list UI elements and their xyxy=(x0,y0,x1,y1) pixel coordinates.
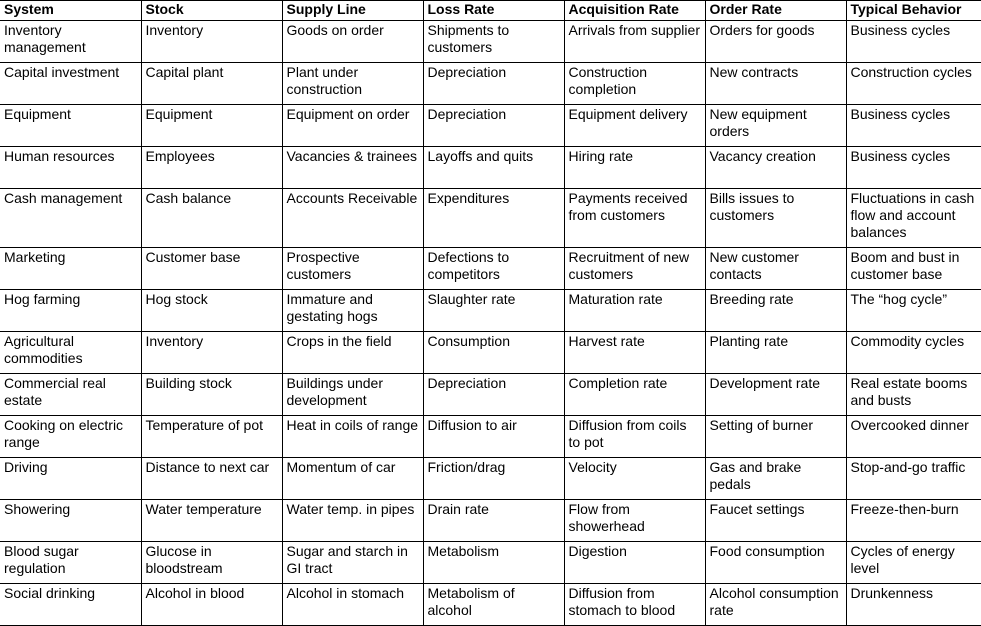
table-row xyxy=(0,105,981,147)
table-cell: Human resources xyxy=(0,147,141,189)
table-cell: Prospective customers xyxy=(282,248,423,290)
table-cell: Metabolism xyxy=(423,542,564,584)
table-row xyxy=(0,248,981,290)
table-cell: Crops in the field xyxy=(282,332,423,374)
table-cell: New equipment orders xyxy=(705,105,846,147)
table-cell: Social drinking xyxy=(0,584,141,626)
table-cell: Temperature of pot xyxy=(141,416,282,458)
table-row xyxy=(0,290,981,332)
table-cell: The “hog cycle” xyxy=(846,290,981,332)
table-cell: Real estate booms and busts xyxy=(846,374,981,416)
table-cell: Development rate xyxy=(705,374,846,416)
table-cell: Stop-and-go traffic xyxy=(846,458,981,500)
table-cell: Showering xyxy=(0,500,141,542)
header-row xyxy=(0,1,981,21)
table-cell: Diffusion to air xyxy=(423,416,564,458)
table-row xyxy=(0,458,981,500)
table-row xyxy=(0,374,981,416)
table-cell: Plant under construction xyxy=(282,63,423,105)
table-cell: Building stock xyxy=(141,374,282,416)
table-cell: Maturation rate xyxy=(564,290,705,332)
header-acquisition-rate: Acquisition Rate xyxy=(564,1,705,21)
table-cell: Food consumption xyxy=(705,542,846,584)
table-cell: Velocity xyxy=(564,458,705,500)
table-cell: Heat in coils of range xyxy=(282,416,423,458)
table-row xyxy=(0,332,981,374)
table-cell: Cash balance xyxy=(141,189,282,248)
table-cell: Setting of burner xyxy=(705,416,846,458)
table-cell: Momentum of car xyxy=(282,458,423,500)
table-row xyxy=(0,189,981,248)
table-cell: Digestion xyxy=(564,542,705,584)
table-cell: Capital investment xyxy=(0,63,141,105)
table-cell: Alcohol in blood xyxy=(141,584,282,626)
table-cell: Vacancy creation xyxy=(705,147,846,189)
table-cell: Glucose in bloodstream xyxy=(141,542,282,584)
table-cell: Recruitment of new customers xyxy=(564,248,705,290)
table-row xyxy=(0,21,981,63)
table-cell: Business cycles xyxy=(846,147,981,189)
table-cell: Cooking on electric range xyxy=(0,416,141,458)
header-typical-behavior: Typical Behavior xyxy=(846,1,981,21)
table-cell: Slaughter rate xyxy=(423,290,564,332)
header-loss-rate: Loss Rate xyxy=(423,1,564,21)
table-cell: Flow from showerhead xyxy=(564,500,705,542)
table-cell: Construction cycles xyxy=(846,63,981,105)
table-cell: Payments received from customers xyxy=(564,189,705,248)
table-cell: Defections to competitors xyxy=(423,248,564,290)
table-body xyxy=(0,21,981,626)
table-cell: Faucet settings xyxy=(705,500,846,542)
table-cell: Diffusion from stomach to blood xyxy=(564,584,705,626)
table-cell: Gas and brake pedals xyxy=(705,458,846,500)
table-cell: Equipment on order xyxy=(282,105,423,147)
table-cell: Freeze-then-burn xyxy=(846,500,981,542)
table-cell: Inventory xyxy=(141,21,282,63)
table-cell: Boom and bust in customer base xyxy=(846,248,981,290)
table-cell: Depreciation xyxy=(423,374,564,416)
table-cell: Blood sugar regulation xyxy=(0,542,141,584)
table-cell: Equipment xyxy=(141,105,282,147)
table-cell: Breeding rate xyxy=(705,290,846,332)
table-cell: Marketing xyxy=(0,248,141,290)
table-cell: Inventory management xyxy=(0,21,141,63)
table-cell: Harvest rate xyxy=(564,332,705,374)
table-cell: New customer contacts xyxy=(705,248,846,290)
table-cell: Completion rate xyxy=(564,374,705,416)
table-cell: Agricultural commodities xyxy=(0,332,141,374)
table-row xyxy=(0,147,981,189)
table-row xyxy=(0,584,981,626)
header-supply-line: Supply Line xyxy=(282,1,423,21)
table-cell: Arrivals from supplier xyxy=(564,21,705,63)
table-cell: Commodity cycles xyxy=(846,332,981,374)
table-cell: Buildings under development xyxy=(282,374,423,416)
table-cell: Capital plant xyxy=(141,63,282,105)
table-cell: Hog farming xyxy=(0,290,141,332)
table-cell: Layoffs and quits xyxy=(423,147,564,189)
table-cell: Drain rate xyxy=(423,500,564,542)
table-cell: New contracts xyxy=(705,63,846,105)
table-cell: Construction completion xyxy=(564,63,705,105)
table-cell: Commercial real estate xyxy=(0,374,141,416)
table-cell: Business cycles xyxy=(846,105,981,147)
table-cell: Inventory xyxy=(141,332,282,374)
table-cell: Consumption xyxy=(423,332,564,374)
header-system: System xyxy=(0,1,141,21)
table-cell: Employees xyxy=(141,147,282,189)
table-cell: Distance to next car xyxy=(141,458,282,500)
table-cell: Hog stock xyxy=(141,290,282,332)
table-cell: Customer base xyxy=(141,248,282,290)
table-cell: Hiring rate xyxy=(564,147,705,189)
table-cell: Orders for goods xyxy=(705,21,846,63)
table-cell: Fluctuations in cash flow and account balances xyxy=(846,189,981,248)
table-cell: Cash management xyxy=(0,189,141,248)
table-cell: Drunkenness xyxy=(846,584,981,626)
table-cell: Goods on order xyxy=(282,21,423,63)
table-cell: Equipment delivery xyxy=(564,105,705,147)
table-cell: Bills issues to customers xyxy=(705,189,846,248)
table-cell: Water temp. in pipes xyxy=(282,500,423,542)
table-row xyxy=(0,63,981,105)
table-cell: Expenditures xyxy=(423,189,564,248)
table-cell: Equipment xyxy=(0,105,141,147)
table-cell: Metabolism of alcohol xyxy=(423,584,564,626)
table-row xyxy=(0,416,981,458)
table-row xyxy=(0,500,981,542)
table-cell: Cycles of energy level xyxy=(846,542,981,584)
table-cell: Vacancies & trainees xyxy=(282,147,423,189)
table-cell: Immature and gestating hogs xyxy=(282,290,423,332)
table-cell: Overcooked dinner xyxy=(846,416,981,458)
table-cell: Depreciation xyxy=(423,105,564,147)
table-cell: Shipments to customers xyxy=(423,21,564,63)
table-cell: Alcohol consumption rate xyxy=(705,584,846,626)
table-header xyxy=(0,1,981,21)
table-cell: Friction/drag xyxy=(423,458,564,500)
table-cell: Water temperature xyxy=(141,500,282,542)
table-cell: Diffusion from coils to pot xyxy=(564,416,705,458)
table-cell: Driving xyxy=(0,458,141,500)
header-order-rate: Order Rate xyxy=(705,1,846,21)
table-cell: Depreciation xyxy=(423,63,564,105)
header-stock: Stock xyxy=(141,1,282,21)
table-cell: Accounts Receivable xyxy=(282,189,423,248)
table-cell: Sugar and starch in GI tract xyxy=(282,542,423,584)
table-cell: Business cycles xyxy=(846,21,981,63)
table-cell: Planting rate xyxy=(705,332,846,374)
table-row xyxy=(0,542,981,584)
table-cell: Alcohol in stomach xyxy=(282,584,423,626)
